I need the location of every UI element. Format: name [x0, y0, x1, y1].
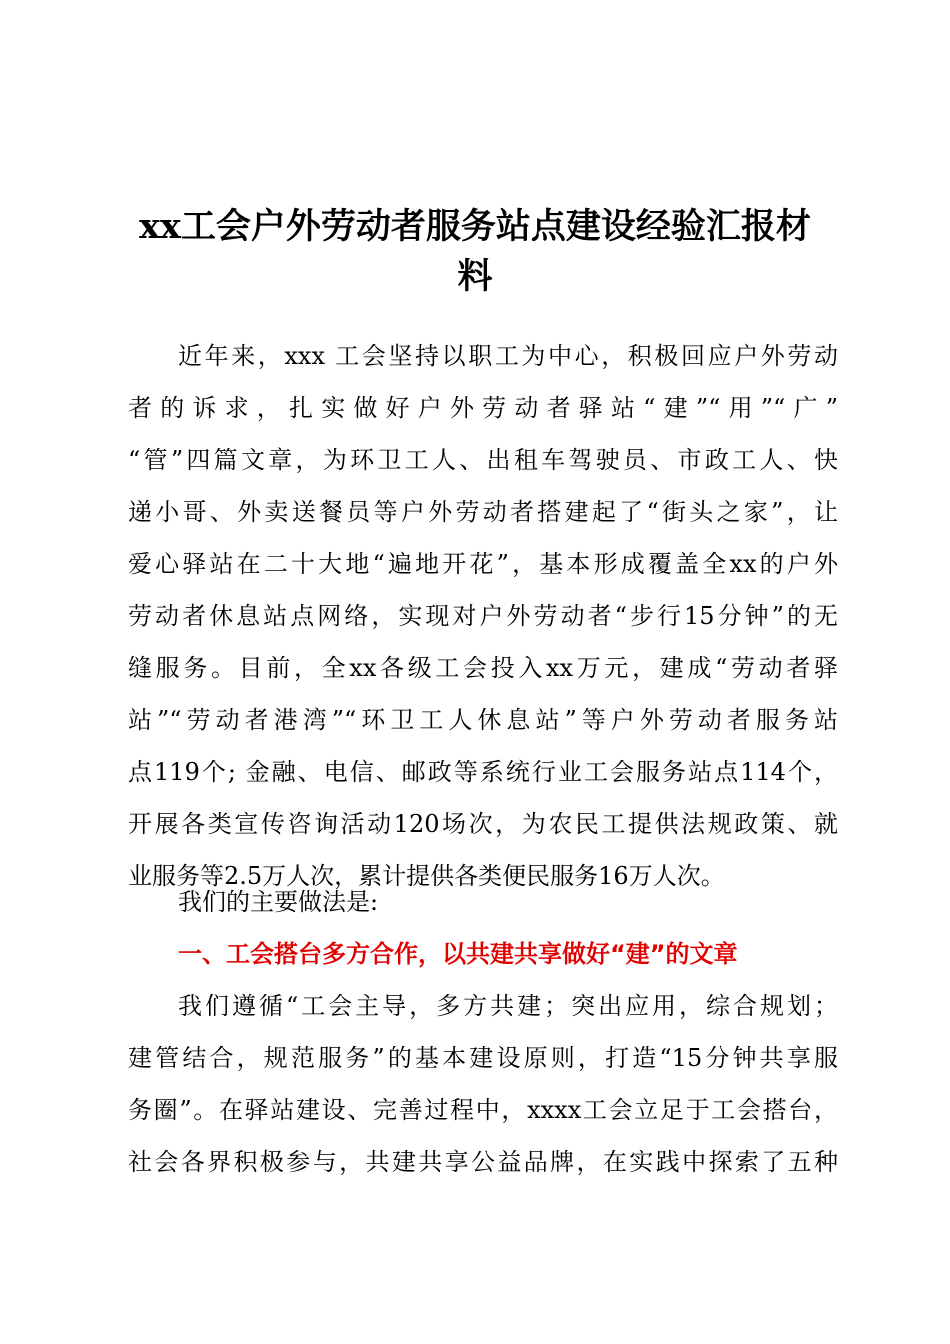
paragraph-line: 点119个; 金融、电信、邮政等系统行业工会服务站点114个， [128, 758, 838, 786]
paragraph-line: “管”四篇文章，为环卫工人、出租车驾驶员、市政工人、快 [128, 446, 838, 474]
paragraph-line: 近年来，xxx 工会坚持以职工为中心，积极回应户外劳动 [178, 342, 838, 370]
paragraph-line: 业服务等2.5万人次，累计提供各类便民服务16万人次。 [128, 862, 725, 890]
paragraph-line: 我们遵循“工会主导，多方共建；突出应用，综合规划； [178, 992, 838, 1020]
paragraph-line: 站”“劳动者港湾”“环卫工人休息站”等户外劳动者服务站 [128, 706, 838, 734]
paragraph-line: 递小哥、外卖送餐员等户外劳动者搭建起了“街头之家”，让 [128, 498, 838, 526]
document-title-line-1: xx工会户外劳动者服务站点建设经验汇报材 [139, 206, 811, 247]
paragraph-line: 者的诉求，扎实做好户外劳动者驿站“建”“用”“广” [128, 394, 838, 422]
section-heading-1: 一、工会搭台多方合作，以共建共享做好“建”的文章 [178, 940, 738, 968]
paragraph-line: 爱心驿站在二十大地“遍地开花”，基本形成覆盖全xx的户外 [128, 550, 838, 578]
paragraph-line: 劳动者休息站点网络，实现对户外劳动者“步行15分钟”的无 [128, 602, 838, 630]
paragraph-line: 务圈”。在驿站建设、完善过程中，xxxx工会立足于工会搭台， [128, 1096, 838, 1124]
paragraph-line: 开展各类宣传咨询活动120场次，为农民工提供法规政策、就 [128, 810, 838, 838]
paragraph-methods-intro [128, 876, 838, 928]
paragraph-line: 建管结合，规范服务”的基本建设原则，打造“15分钟共享服 [128, 1044, 838, 1072]
document-title-line-2: 料 [457, 256, 493, 297]
paragraph-line: 缝服务。目前，全xx各级工会投入xx万元，建成“劳动者驿 [128, 654, 838, 682]
paragraph-line: 我们的主要做法是: [178, 888, 379, 916]
paragraph-section-1 [128, 980, 838, 1188]
paragraph-intro [128, 330, 838, 902]
paragraph-line: 社会各界积极参与，共建共享公益品牌，在实践中探索了五种 [128, 1148, 838, 1176]
